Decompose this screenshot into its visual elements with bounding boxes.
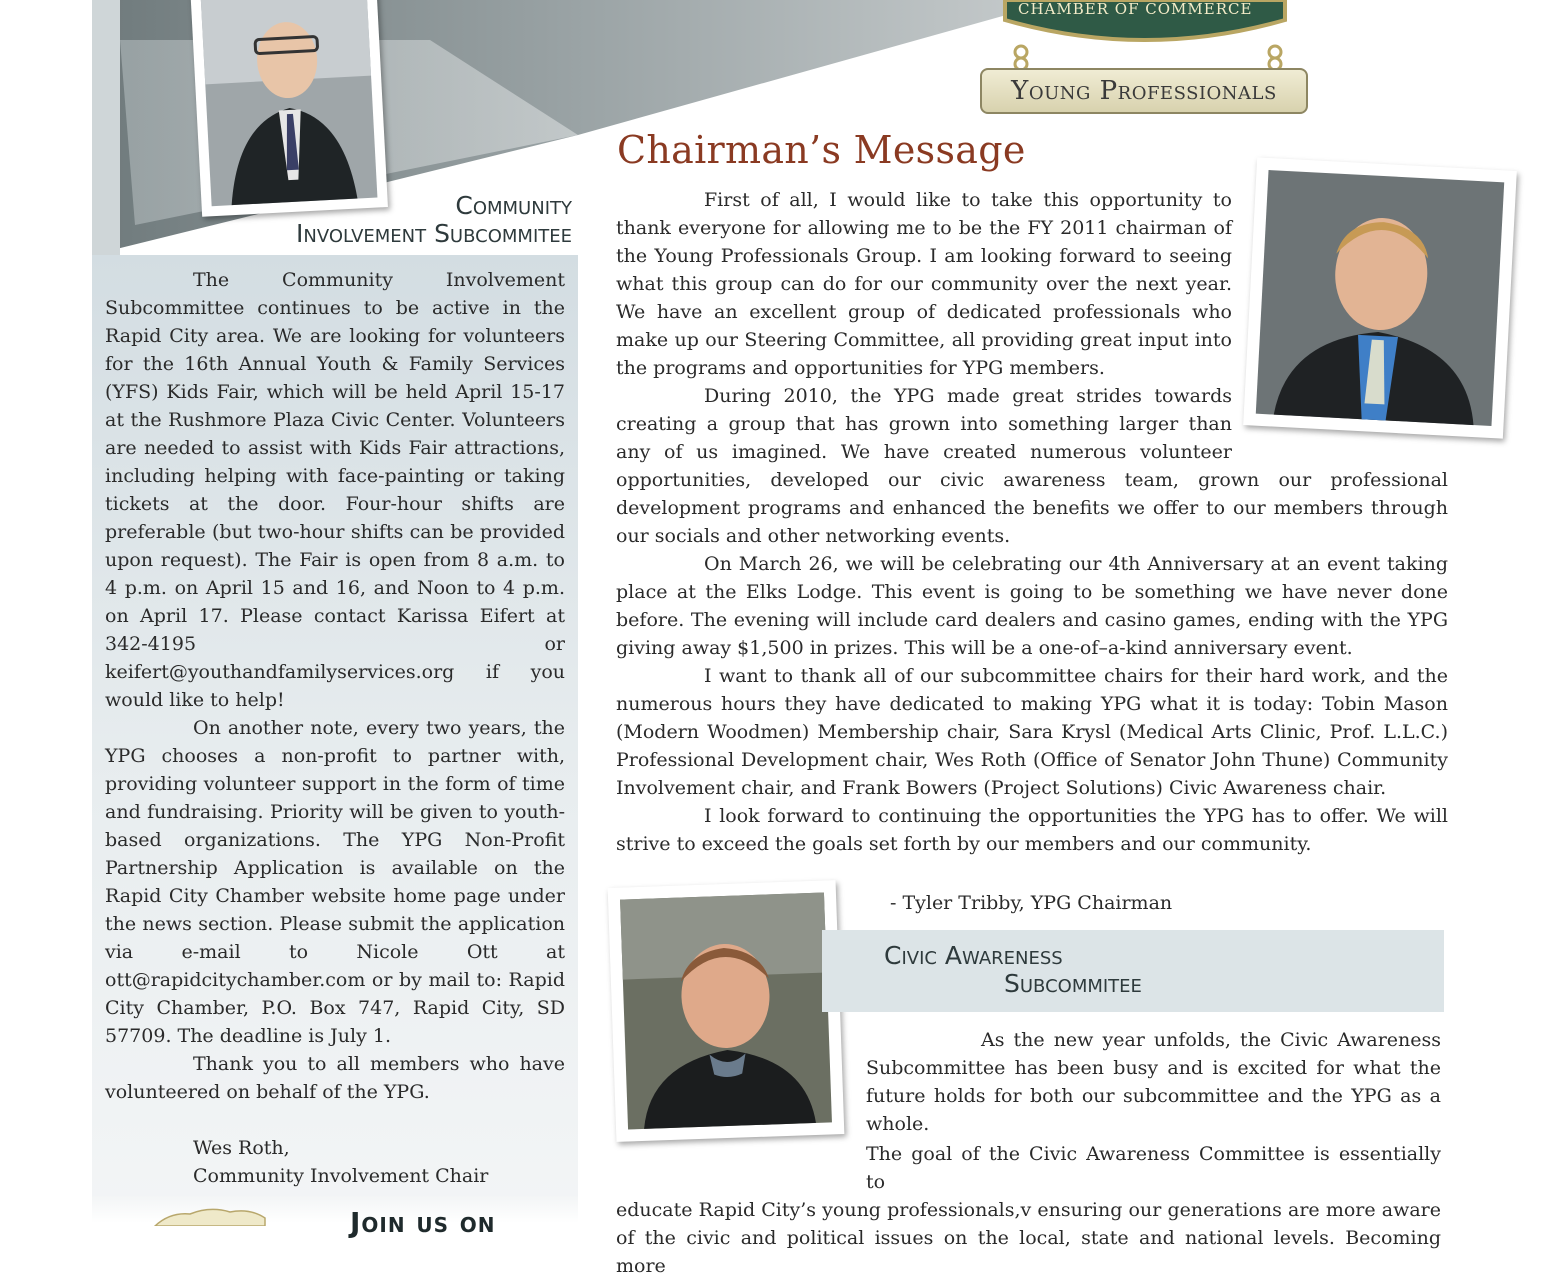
main-paragraph-1: First of all, I would like to take this opportunity to thank everyone for allowing me to be the FY 2011 chairman of the Young Professionals Group. I am looking forward to seeing what this group can do for our community over the next year. We have an excellent group of dedicated professionals who make up our Steering Committee, all providing great input into the programs and opportunities for YPG members. bbox=[616, 189, 1232, 379]
civic-heading-line-1: Civic Awareness bbox=[884, 941, 1063, 970]
photo-chairman bbox=[1243, 157, 1517, 438]
signature-name: Wes Roth, bbox=[193, 1137, 290, 1159]
left-paragraph-3: Thank you to all members who have volunteered on behalf of the YPG. bbox=[105, 1053, 565, 1103]
civic-paragraph-2-start: The goal of the Civic Awareness Committee is essentially to bbox=[866, 1143, 1441, 1193]
left-paragraph-1: The Community Involvement Subcommittee continues to be active in the Rapid City area. We are looking for volunteers for the 16th Annual Youth & Family Services (YFS) Kids Fair, which will be held April 15-17 at the Rushmore Plaza Civic Center. Volunteers are needed to assist with Kids Fair attractions, including helping with face-painting or taking tickets at the door. Four-hour shifts are preferable (but two-hour shifts can be provided upon request). The Fair is open from 8 a.m. to 4 p.m. on April 15 and 16, and Noon to 4 p.m. on April 17. Please contact Karissa Eifert at 342-4195 or keifert@youthandfamilyservices.org if you would like to help! bbox=[105, 269, 565, 711]
join-us-heading: Join us on bbox=[350, 1206, 496, 1239]
civic-awareness-body bbox=[866, 1026, 1441, 1138]
main-paragraph-5: I look forward to continuing the opportunities the YPG has to offer. We will strive to exceed the goals set forth by our members and our community. bbox=[616, 805, 1448, 855]
chairmans-message-title: Chairman’s Message bbox=[617, 128, 1026, 172]
main-paragraph-3: On March 26, we will be celebrating our 4th Anniversary at an event taking place at the Elks Lodge. This event is going to be something we have never done before. The evening will include card dealers and casino games, ending with the YPG giving away $1,500 in prizes. This will be a one-of–a-kind anniversary event. bbox=[616, 553, 1448, 659]
chairman-signature: - Tyler Tribby, YPG Chairman bbox=[890, 892, 1173, 914]
portrait-chairman-icon bbox=[1243, 157, 1517, 438]
portrait-civic-chair-icon bbox=[608, 880, 845, 1142]
civic-paragraph-2-rest: educate Rapid City’s young professionals,v ensuring our generations are more aware of the civic and political issues on the local, state and national levels. Becoming more bbox=[616, 1199, 1441, 1277]
heading-line-1: Community bbox=[455, 191, 572, 220]
main-paragraph-4: I want to thank all of our subcommittee chairs for their hard work, and the numerous hours they have dedicated to making YPG what it is today: Tobin Mason (Modern Woodmen) Membership chair, Sara Krysl (Medical Arts Clinic, Prof. L.L.C.) Professional Development chair, Wes Roth (Office of Senator John Thune) Community Involvement chair, and Frank Bowers (Project Solutions) Civic Awareness chair. bbox=[616, 665, 1448, 799]
civic-paragraph-1: As the new year unfolds, the Civic Awareness Subcommittee has been busy and is excited for what the future holds for both our subcommittee and the YPG as a whole. bbox=[866, 1029, 1441, 1135]
civic-awareness-heading bbox=[884, 942, 1184, 998]
photo-top-left bbox=[190, 0, 388, 217]
photo-civic-chair bbox=[608, 880, 845, 1142]
civic-heading-line-2: Subcommitee bbox=[1004, 969, 1142, 998]
community-involvement-body bbox=[105, 266, 565, 1190]
left-paragraph-2: On another note, every two years, the YPG chooses a non-profit to partner with, providing volunteer support in the form of time and fundraising. Priority will be given to youth-based organizations. The YPG Non-Profit Partnership Application is available on the Rapid City Chamber website home page under the news section. Please submit the application via e-mail to Nicole Ott at ott@rapidcitychamber.com or by mail to: Rapid City Chamber, P.O. Box 747, Rapid City, SD 57709. The deadline is July 1. bbox=[105, 717, 565, 1047]
civic-awareness-body-continued bbox=[616, 1140, 1441, 1280]
main-paragraph-2: During 2010, the YPG made great strides towards creating a group that has grown into something larger than any of us imagined. We have created numerous volunteer opportunities, developed our civic awareness team, grown our professional development programs and enhanced the benefits we offer to our members through our socials and other networking events. bbox=[616, 385, 1448, 547]
community-involvement-heading bbox=[230, 192, 572, 248]
young-professionals-banner: Young Professionals bbox=[980, 68, 1308, 114]
logo-arc-text: CHAMBER OF COMMERCE bbox=[1018, 0, 1253, 18]
signature-title: Community Involvement Chair bbox=[193, 1165, 489, 1187]
heading-line-2: Involvement Subcommitee bbox=[296, 219, 572, 248]
portrait-man-suit-icon bbox=[190, 0, 388, 217]
